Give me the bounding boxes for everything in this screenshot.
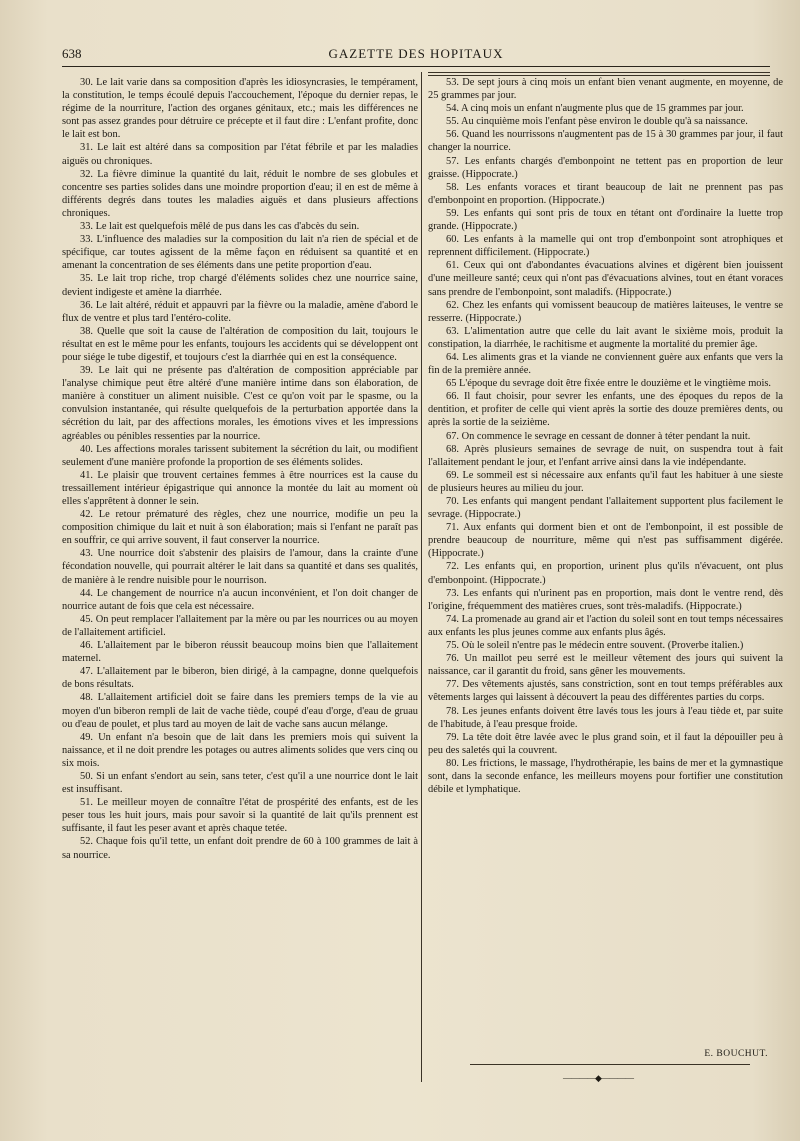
numbered-paragraph: 46. L'allaitement par le biberon réussit beaucoup moins bien que l'allaitement maternel. [62,640,418,665]
numbered-paragraph: 33. L'influence des maladies sur la composition du lait n'a rien de spécial et de spécifique, car toutes agissent de la même façon en réduisent sa quantité et en amenant la concentration de ses éléments dans une petite proportion d'eau. [62,234,418,272]
numbered-paragraph: 70. Les enfants qui mangent pendant l'allaitement supportent plus facilement le sevrage. (Hippocrate.) [428,496,783,521]
numbered-paragraph: 39. Le lait qui ne présente pas d'altération de composition appréciable par l'analyse chimique peut être altéré d'une manière intime dans son élaboration, de manière à constituer un aliment nuisible. C'est ce qu'on voit par le spasme, ou la convulsion instantanée, qui résulte quelquefois de la perturbation apportée dans la sécrétion du lait, par des affections morales, les émotions vives et les impressions agréables ou pénibles ressenties par la nourrice. [62,365,418,442]
numbered-paragraph: 65 L'époque du sevrage doit être fixée entre le douzième et le vingtième mois. [446,378,772,390]
numbered-paragraph: 54. A cinq mois un enfant n'augmente plus que de 15 grammes par jour. [446,103,744,115]
numbered-paragraph: 42. Le retour prématuré des règles, chez une nourrice, modifie un peu la composition chimique du lait et nuit à son élaboration; mais si l'enfant ne paraît pas en souffrir, ce qui arrive souvent, il faut conserver la nourrice. [62,509,418,547]
numbered-paragraph: 63. L'alimentation autre que celle du lait avant le sixième mois, produit la constipation, la diarrhée, le rachitisme et augmente la mortalité du premier âge. [428,325,783,350]
numbered-paragraph: 79. La tête doit être lavée avec le plus grand soin, et il faut la dépouiller peu à peu des saletés qui la couvrent. [428,731,783,756]
left-column [62,76,418,862]
numbered-paragraph: 35. Le lait trop riche, trop chargé d'éléments solides chez une nourrice saine, devient indigeste et amène la diarrhée. [62,273,418,298]
numbered-paragraph: 41. Le plaisir que trouvent certaines femmes à être nourrices est la cause du tressaillement intérieur épigastrique qui annonce la montée du lait au moment où elles s'apprêtent à donner le sein. [62,469,418,507]
numbered-paragraph: 72. Les enfants qui, en proportion, urinent plus qu'ils n'évacuent, ont plus d'embonpoint. (Hippocrate.) [428,561,783,586]
numbered-paragraph: 30. Le lait varie dans sa composition d'après les idiosyncrasies, le tempérament, la constitution, le temps écoulé depuis l'accouchement, l'époque du dernier repas, le régime de la nourriture, l'action des organes génitaux, etc.; mais les différences ne sont pas assez grandes pour détruire ce précepte et il faut dire : L'enfant profite, donc le lait est bon. [62,77,418,141]
numbered-paragraph: 58. Les enfants voraces et tirant beaucoup de lait ne prennent pas pas d'embonpoint en proportion. (Hippocrate.) [428,181,783,206]
numbered-paragraph: 57. Les enfants chargés d'embonpoint ne tettent pas en proportion de leur graisse. (Hippocrate.) [428,155,783,180]
numbered-paragraph: 59. Les enfants qui sont pris de toux en tétant ont d'ordinaire la luette trop grande. (Hippocrate.) [428,207,783,233]
end-ornament: ————◆———— [563,1073,633,1083]
numbered-paragraph: 32. La fièvre diminue la quantité du lait, réduit le nombre de ses globules et concentre ses parties solides dans une moindre proportion d'eau; il en est de même à différents degrés dans toutes les maladies aiguës et dans plusieurs affections chroniques. [62,168,418,219]
numbered-paragraph: 74. La promenade au grand air et l'action du soleil sont en tout temps nécessaires aux enfants les plus jeunes comme aux enfants plus âgés. [428,613,783,638]
journal-title: GAZETTE DES HOPITAUX [328,46,504,61]
page-number: 638 [62,46,82,61]
numbered-paragraph: 71. Aux enfants qui dorment bien et ont de l'embonpoint, il est possible de prendre beaucoup de nourriture, même qui n'est pas suffisamment digérée. (Hippocrate.) [428,522,783,560]
numbered-paragraph: 38. Quelle que soit la cause de l'altération de composition du lait, toujours le résultat en est le même pour les enfants, toujours les accidents qui se développent ont pour siége le tube digestif, et toujours c'est la diarrhée qui en est la conséquence. [62,325,418,363]
header-rule [62,66,770,67]
numbered-paragraph: 73. Les enfants qui n'urinent pas en proportion, mais dont le ventre rend, dès l'origine, fréquemment des matières crues, sont très-maladifs. (Hippocrate.) [428,587,783,612]
numbered-paragraph: 45. On peut remplacer l'allaitement par la mère ou par les nourrices ou au moyen de l'allaitement artificiel. [62,613,418,638]
numbered-paragraph: 60. Les enfants à la mamelle qui ont trop d'embonpoint sont atrophiques et reprennent difficilement. (Hippocrate.) [428,234,783,259]
numbered-paragraph: 51. Le meilleur moyen de connaître l'état de prospérité des enfants, est de les peser tous les huit jours, mais pour savoir si la quantité de lait qu'ils prennent est suffisante, il faut les peser avant et après chaque tetée. [62,797,418,835]
numbered-paragraph: 49. Un enfant n'a besoin que de lait dans les premiers mois qui suivent la naissance, et il ne doit prendre les potages ou autres aliments solides que vers cinq ou six mois. [62,731,418,769]
numbered-paragraph: 40. Les affections morales tarissent subitement la sécrétion du lait, ou modifient seulement d'une manière profonde la proportion de ses éléments solides. [62,443,418,468]
numbered-paragraph: 76. Un maillot peu serré est le meilleur vêtement des jours qui suivent la naissance, car il garantit du froid, sans gêner les mouvements. [428,653,783,678]
numbered-paragraph: 31. Le lait est altéré dans sa composition par l'état fébrile et par les maladies aiguës ou chroniques. [62,142,418,167]
numbered-paragraph: 47. L'allaitement par le biberon, bien dirigé, à la campagne, donne quelquefois de bons résultats. [62,666,418,691]
numbered-paragraph: 44. Le changement de nourrice n'a aucun inconvénient, et l'on doit changer de nourrice autant de fois que cela est nécessaire. [62,587,418,612]
numbered-paragraph: 66. Il faut choisir, pour sevrer les enfants, une des époques du repos de la dentition, et profiter de celle qui vient après la sortie des douze premières dents, ou après la sortie de la seizième. [428,391,783,429]
numbered-paragraph: 53. De sept jours à cinq mois un enfant bien venant augmente, en moyenne, de 25 grammes par jour. [428,77,783,102]
column-divider [421,72,422,1082]
numbered-paragraph: 43. Une nourrice doit s'abstenir des plaisirs de l'amour, dans la crainte d'une fécondation nouvelle, qui pourrait altérer le lait dans sa quantité et dans ses qualités, de manière à le rendre nuisible pour le nourrison. [62,548,418,586]
numbered-paragraph: 78. Les jeunes enfants doivent être lavés tous les jours à l'eau tiède et, par suite de l'habitude, à l'eau presque froide. [428,705,783,730]
numbered-paragraph: 55. Au cinquième mois l'enfant pèse environ le double qu'à sa naissance. [446,116,748,128]
numbered-paragraph: 61. Ceux qui ont d'abondantes évacuations alvines et digèrent bien jouissent d'une meilleure santé; ceux qui n'ont pas d'évacuations alvines, tout en étant voraces sans prendre de l'embonpoint, sont maladifs. (Hippocrate.) [428,260,783,298]
numbered-paragraph: 69. Le sommeil est si nécessaire aux enfants qu'il faut les habituer à une sieste de plusieurs heures au milieu du jour. [428,469,783,494]
numbered-paragraph: 48. L'allaitement artificiel doit se faire dans les premiers temps de la vie au moyen d'un biberon rempli de lait de vache tiède, coupé d'eau d'orge, d'eau de gruau ou d'eau de poulet, et plus tard au moyen de lait de vache sans aucun mélange. [62,692,418,730]
right-column-top-rule [428,72,770,73]
numbered-paragraph: 67. On commence le sevrage en cessant de donner à téter pendant la nuit. [446,430,751,442]
numbered-paragraph: 33. Le lait est quelquefois mêlé de pus dans les cas d'abcès du sein. [80,221,360,233]
numbered-paragraph: 62. Chez les enfants qui vomissent beaucoup de matières laiteuses, le ventre se resserre. (Hippocrate.) [428,299,783,324]
numbered-paragraph: 56. Quand les nourrissons n'augmentent pas de 15 à 30 grammes par jour, il faut changer la nourrice. [428,129,783,154]
numbered-paragraph: 36. Le lait altéré, réduit et appauvri par la fièvre ou la maladie, amène d'abord le flux de ventre et plus tard l'entéro-colite. [62,299,418,324]
numbered-paragraph: 68. Après plusieurs semaines de sevrage de nuit, on suspendra tout à fait l'allaitement pendant le jour, et l'enfant arrive ainsi dans la vie indépendante. [428,443,783,468]
numbered-paragraph: 52. Chaque fois qu'il tette, un enfant doit prendre de 60 à 100 grammes de lait à sa nourrice. [62,836,418,861]
numbered-paragraph: 77. Des vêtements ajustés, sans constriction, sont en tout temps préférables aux vêtements larges qui laissent à découvert la peau des différentes parties du corps. [428,679,783,704]
end-rule [470,1064,750,1065]
page-header [62,44,770,64]
numbered-paragraph: 80. Les frictions, le massage, l'hydrothérapie, les bains de mer et la gymnastique sont, dans la seconde enfance, les meilleurs moyens pour fortifier une constitution débile et lymphatique. [428,757,783,796]
numbered-paragraph: 50. Si un enfant s'endort au sein, sans teter, c'est qu'il a une nourrice dont le lait est insuffisant. [62,770,418,796]
author-signature: E. BOUCHUT. [704,1049,768,1059]
numbered-paragraph: 75. Où le soleil n'entre pas le médecin entre souvent. (Proverbe italien.) [446,640,744,652]
numbered-paragraph: 64. Les aliments gras et la viande ne conviennent guère aux enfants que vers la fin de la première année. [428,351,783,377]
right-column [428,76,783,796]
